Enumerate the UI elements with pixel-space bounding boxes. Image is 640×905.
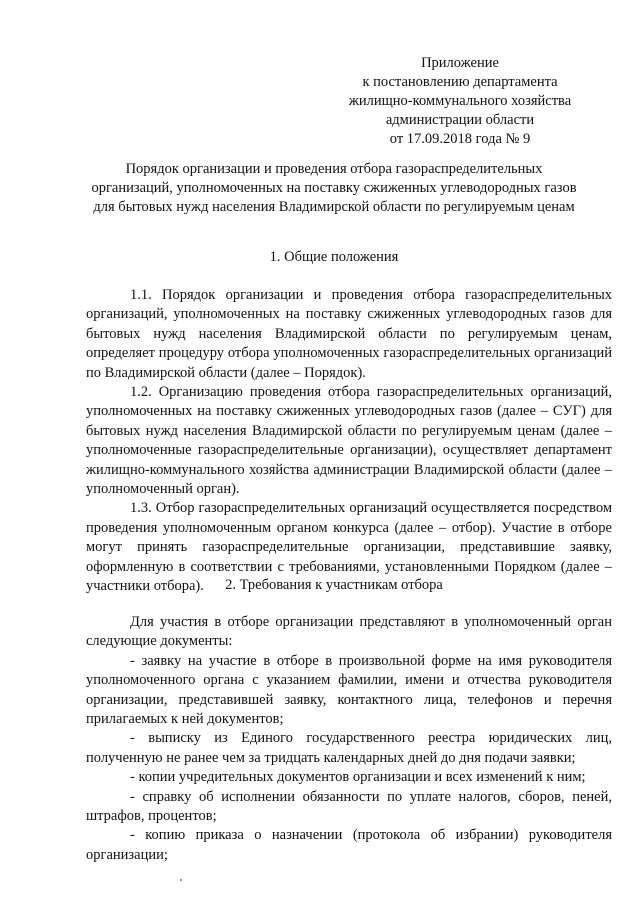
appendix-line: Приложение (421, 55, 499, 71)
section-heading-general: 1. Общие положения (269, 249, 399, 265)
section-general-body (86, 286, 612, 597)
list-item: - справку об исполнении обязанности по уплате налогов, сборов, пеней, штрафов, процентов; (86, 788, 612, 825)
paragraph: 1.3. Отбор газораспределительных организаций осуществляется посредством проведения уполномоченным органом конкурса (далее – отбор). Участие в отборе могут принять газораспределительные организации, представившие заявку, оформленную в соответствии с требованиями, установленными Порядком (далее – участники отбора). (86, 500, 612, 595)
appendix-header (330, 54, 590, 149)
section-heading-requirements: 2. Требования к участникам отбора (225, 577, 443, 593)
list-item: - копию приказа о назначении (протокола об избрании) руководителя организации; (86, 827, 612, 863)
paragraph: 1.2. Организацию проведения отбора газораспределительных организаций, уполномоченных на поставку сжиженных углеводородных газов (далее – СУГ) для бытовых нужд населения Владимирской области по регулируемым ценам (далее – уполномоченные газораспределительные организации), осуществляет департамент жилищно-коммунального хозяйства администрации Владимирской области (далее – уполномоченный орган). (86, 384, 612, 498)
appendix-line: администрации области (385, 112, 535, 128)
scan-speck (180, 879, 182, 881)
appendix-date-line: от 17.09.2018 года № 9 (389, 131, 531, 147)
appendix-line: жилищно-коммунального хозяйства (348, 93, 572, 109)
list-item: - заявку на участие в отборе в произвольной форме на имя руководителя уполномоченного органа с указанием фамилии, имени и отчества руководителя организации, представившей заявку, контактного лица, телефонов и перечня прилагаемых к ней документов; (86, 652, 612, 728)
list-item: - выписку из Единого государственного реестра юридических лиц, полученную не ранее чем за тридцать календарных дней до дня подачи заявки; (86, 730, 612, 766)
appendix-line: к постановлению департамента (362, 74, 558, 90)
list-item: - копии учредительных документов организации и всех изменений к ним; (130, 769, 586, 786)
paragraph: 1.1. Порядок организации и проведения отбора газораспределительных организаций, уполномоченных на поставку сжиженных углеводородных газов для бытовых нужд населения Владимирской области по регулируемым ценам, определяет процедуру отбора уполномоченных газораспределительных организаций по Владимирской области (далее – Порядок). (86, 287, 612, 381)
section-requirements-body (86, 613, 612, 865)
paragraph: Для участия в отборе организации представляют в уполномоченный орган следующие документы: (86, 614, 612, 650)
document-title: Порядок организации и проведения отбора газораспределительных организаций, уполномоченных на поставку сжиженных углеводородных газов для бытовых нужд населения Владимирской области по регулируемым ценам (91, 161, 577, 215)
